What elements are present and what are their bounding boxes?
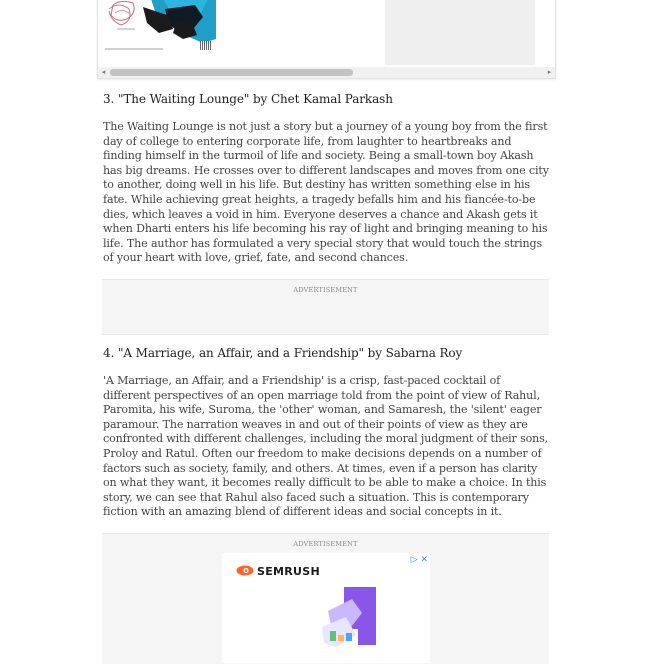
- advertisement-label: ADVERTISEMENT: [293, 286, 358, 294]
- semrush-ad-card[interactable]: [222, 553, 430, 663]
- semrush-flame-icon: [236, 565, 254, 576]
- blank-panel: [216, 0, 384, 65]
- ad-illustration: [318, 587, 378, 663]
- barcode-icon: [200, 41, 212, 50]
- horizontal-scrollbar[interactable]: [98, 67, 555, 78]
- sponsor-name: SEMRUSH: [257, 565, 321, 578]
- advertisement-box: [102, 533, 549, 664]
- scroll-left-icon[interactable]: ◂: [101, 68, 106, 76]
- advertisement-label: ADVERTISEMENT: [293, 540, 358, 548]
- advertisement-box: [102, 279, 549, 335]
- book-cover-image: [103, 0, 216, 53]
- grey-panel: [385, 0, 535, 65]
- scrollbar-thumb[interactable]: [110, 69, 353, 76]
- semrush-logo[interactable]: [236, 565, 320, 578]
- section-body: 'A Marriage, an Affair, and a Friendship' is a crisp, fast-paced cocktail of different perspectives of an open marriage told from the point of view of Rahul, Paromita, his wife, Suroma, the 'other' woman, and Samaresh, the 'silent' eager paramour. The narration weaves in and out of their points of view as they are confronted with different challenges, including the moral judgment of their sons, Proloy and Ratul. Often our freedom to make decisions depends on a number of factors such as society, family, and others. At times, even if a person has clarity on what they want, it becomes really difficult to be able to make a choice. In this story, we can see that Rahul also faced such a situation. This is contemporary fiction with an amazing blend of different ideas and social concepts in it.: [103, 374, 549, 519]
- section-heading: 4. "A Marriage, an Affair, and a Friendship" by Sabarna Roy: [103, 346, 463, 360]
- embedded-scroll-box: [97, 0, 556, 79]
- section-body: The Waiting Lounge is not just a story but a journey of a young boy from the first day of college to entering corporate life, from laughter to heartbreaks and finding himself in the turmoil of life and society. Being a small-town boy Akash has big dreams. He crosses over to different landscapes and moves from one city to another, doing well in his life. But destiny has written something else in his fate. While achieving great heights, a tragedy befalls him and his fiancée-to-be dies, which leaves a void in him. Everyone deserves a chance and Akash gets it when Dharti enters his life becoming his ray of light and bringing meaning to his life. The author has formulated a very special story that would touch the strings of your heart with love, grief, fate, and second chances.: [103, 120, 549, 265]
- ad-close-icon[interactable]: ▷ ✕: [410, 555, 428, 565]
- scroll-right-icon[interactable]: ▸: [547, 68, 552, 76]
- section-heading: 3. "The Waiting Lounge" by Chet Kamal Parkash: [103, 92, 393, 106]
